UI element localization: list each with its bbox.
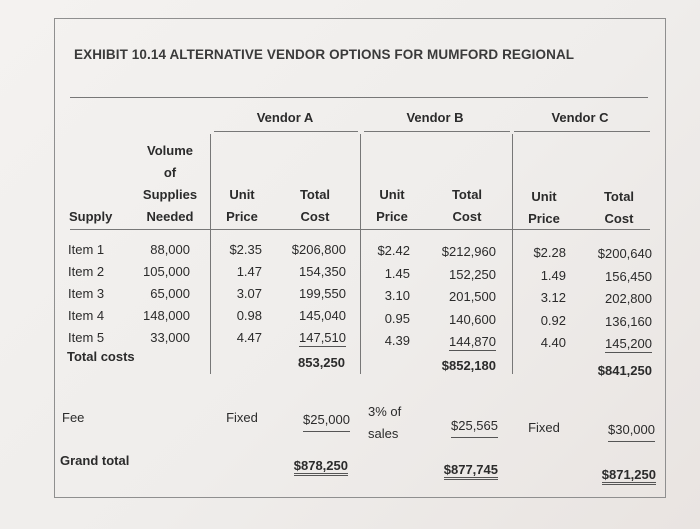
grand-total-a-value: $878,250 (294, 458, 348, 476)
b-unit-header-1: Unit (379, 187, 405, 202)
cell-volume-row-1: 88,000 (150, 242, 190, 257)
c-unit-header-2: Price (528, 211, 560, 226)
fee-c-type: Fixed (528, 420, 560, 435)
cell-b-total-row-5-value: 144,870 (449, 334, 496, 349)
cell-b-total-row-2: 152,250 (449, 266, 496, 282)
fee-label: Fee (62, 410, 85, 425)
volume-header-4: Needed (146, 209, 194, 224)
a-total-header-1: Total (299, 187, 331, 202)
cell-a-unit-row-3: 3.07 (236, 286, 262, 301)
cell-a-total-row-1: $206,800 (291, 242, 346, 257)
a-total-header-2: Cost (300, 209, 330, 224)
cell-b-unit-row-3: 3.10 (384, 288, 410, 303)
cell-b-unit-row-4: 0.95 (384, 310, 410, 326)
fee-a-amount-value: $25,000 (303, 412, 350, 432)
vrule-2 (360, 134, 361, 374)
grand-total-b-value: $877,745 (444, 462, 498, 480)
total-costs-c: $841,250 (597, 363, 652, 378)
cell-c-unit-row-1: $2.28 (533, 245, 566, 260)
vrule-3 (512, 134, 513, 374)
fee-b-type-line1: 3% of (368, 404, 402, 419)
fee-b-amount-value: $25,565 (451, 418, 498, 438)
b-total-header-1: Total (451, 187, 483, 202)
cell-a-total-row-5-value: 147,510 (299, 330, 346, 345)
cell-a-total-row-3: 199,550 (299, 286, 346, 301)
exhibit-title: EXHIBIT 10.14 ALTERNATIVE VENDOR OPTIONS FOR MUMFORD REGIONAL (74, 47, 575, 62)
fee-b-type-line2: sales (368, 426, 399, 441)
cell-c-total-row-2: 156,450 (605, 268, 652, 284)
cell-volume-row-4: 148,000 (143, 308, 190, 323)
total-costs-label: Total costs (67, 349, 135, 364)
cell-b-unit-row-2: 1.45 (384, 265, 410, 281)
vendor-c-header: Vendor C (551, 110, 609, 125)
cell-b-total-row-1: $212,960 (441, 244, 496, 259)
fee-c-amount (580, 422, 655, 442)
a-unit-header-2: Price (226, 209, 258, 224)
rule-vendor-c (514, 131, 650, 132)
total-costs-a: 853,250 (298, 355, 345, 370)
fee-a-amount (276, 412, 350, 432)
cell-c-total-row-5 (574, 336, 652, 351)
grand-total-c (570, 467, 656, 482)
cell-b-unit-row-5: 4.39 (384, 333, 410, 348)
cell-c-unit-row-5: 4.40 (540, 335, 566, 350)
b-unit-header-2: Price (376, 209, 408, 224)
rule-vendor-b (364, 131, 510, 132)
volume-header-2: of (163, 165, 177, 180)
vendor-b-header: Vendor B (406, 110, 464, 125)
cell-a-unit-row-1: $2.35 (229, 242, 262, 257)
volume-header-3: Supplies (142, 187, 198, 202)
cell-a-unit-row-4: 0.98 (236, 308, 262, 323)
grand-total-b (420, 462, 498, 477)
volume-header-1: Volume (147, 143, 193, 158)
vendor-a-header: Vendor A (256, 110, 314, 125)
cell-b-unit-row-1: $2.42 (377, 243, 410, 258)
cell-a-total-row-5 (270, 330, 346, 345)
grand-total-c-value: $871,250 (602, 467, 656, 485)
supply-header: Supply (69, 209, 113, 224)
cell-c-total-row-4: 136,160 (605, 313, 652, 329)
rule-top (70, 97, 648, 98)
cell-a-total-row-2: 154,350 (299, 264, 346, 279)
cell-c-total-row-3: 202,800 (605, 291, 652, 306)
a-unit-header-1: Unit (229, 187, 255, 202)
cell-volume-row-2: 105,000 (143, 264, 190, 279)
c-total-header-1: Total (603, 189, 635, 204)
cell-item-row-1: Item 1 (68, 242, 105, 257)
cell-item-row-3: Item 3 (68, 286, 105, 301)
cell-b-total-row-4: 140,600 (449, 311, 496, 327)
cell-a-unit-row-2: 1.47 (236, 264, 262, 279)
total-costs-b: $852,180 (441, 358, 496, 373)
cell-volume-row-5: 33,000 (150, 330, 190, 345)
b-total-header-2: Cost (452, 209, 482, 224)
rule-vendor-a (214, 131, 358, 132)
cell-c-unit-row-2: 1.49 (540, 267, 566, 283)
cell-a-unit-row-5: 4.47 (236, 330, 262, 345)
cell-a-total-row-4: 145,040 (299, 308, 346, 323)
fee-b-amount (420, 418, 498, 438)
cell-item-row-2: Item 2 (68, 264, 105, 279)
cell-item-row-5: Item 5 (68, 330, 105, 345)
grand-total-label: Grand total (60, 453, 130, 468)
vrule-1 (210, 134, 211, 374)
cell-item-row-4: Item 4 (68, 308, 105, 323)
cell-volume-row-3: 65,000 (150, 286, 190, 301)
cell-c-unit-row-4: 0.92 (540, 312, 566, 328)
grand-total-a (268, 458, 348, 473)
c-unit-header-1: Unit (531, 189, 557, 204)
cell-c-total-row-1: $200,640 (597, 246, 652, 261)
c-total-header-2: Cost (604, 211, 634, 226)
cell-b-total-row-3: 201,500 (449, 289, 496, 304)
cell-c-unit-row-3: 3.12 (540, 290, 566, 305)
cell-b-total-row-5 (420, 334, 496, 349)
fee-c-amount-value: $30,000 (608, 422, 655, 442)
cell-c-total-row-5-value: 145,200 (605, 336, 652, 351)
fee-a-type: Fixed (226, 410, 258, 425)
